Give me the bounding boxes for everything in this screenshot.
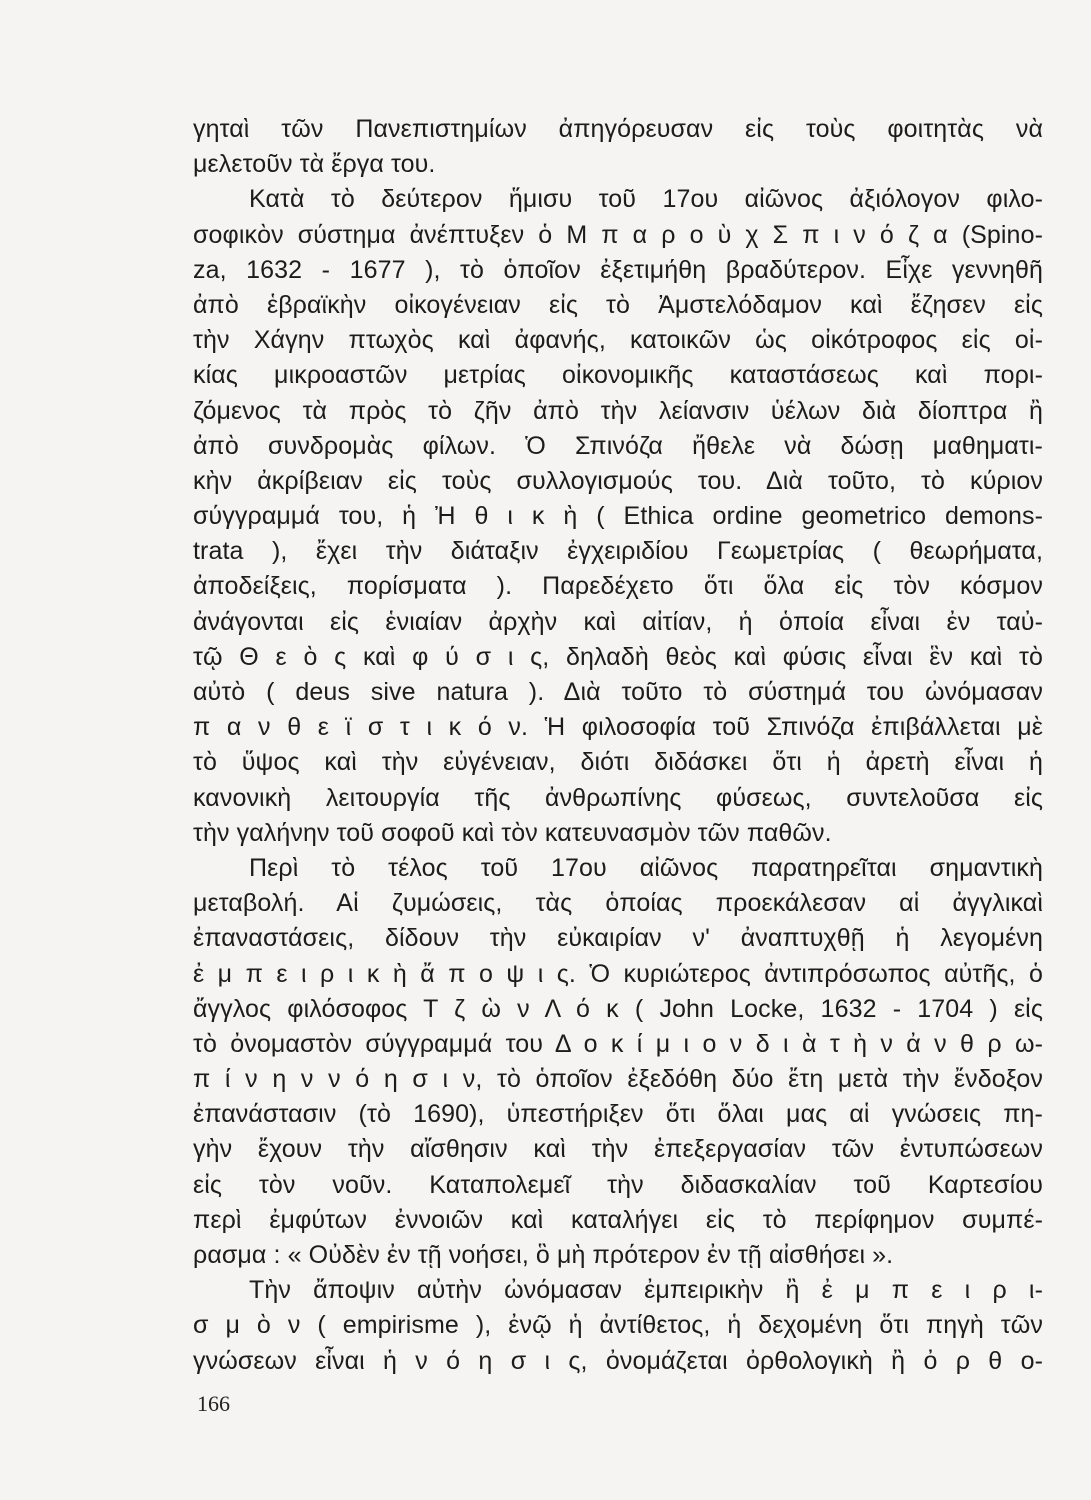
- text-line: τὴν γαλήνην τοῦ σοφοῦ καὶ τὸν κατευνασμὸν τῶν παθῶν.: [193, 818, 832, 847]
- text-line: μεταβολή. Αἱ ζυμώσεις, τὰς ὁποίας προεκάλεσαν αἱ ἀγγλικαὶ: [193, 889, 1043, 918]
- text-line: ἀνάγονται εἰς ἑνιαίαν ἀρχὴν καὶ αἰτίαν, ἡ ὁποία εἶναι ἐν ταὐ-: [193, 607, 1043, 636]
- text-line: τὸ ὕψος καὶ τὴν εὐγένειαν, διότι διδάσκει ὅτι ἡ ἀρετὴ εἶναι ἡ: [193, 748, 1043, 777]
- page-number: 166: [197, 1391, 230, 1416]
- text-line: τῷ Θ ε ὸ ς καὶ φ ύ σ ι ς, δηλαδὴ θεὸς καὶ φύσις εἶναι ἓν καὶ τὸ: [193, 642, 1043, 671]
- text-line: π ί ν η ν ν ό η σ ι ν, τὸ ὁποῖον ἐξεδόθη δύο ἔτη μετὰ τὴν ἔνδοξον: [193, 1065, 1043, 1094]
- text-line: μελετοῦν τὰ ἔργα του.: [193, 150, 436, 179]
- text-line: κὴν ἀκρίβειαν εἰς τοὺς συλλογισμούς του. Διὰ τοῦτο, τὸ κύριον: [193, 466, 1043, 495]
- text-line: ζόμενος τὰ πρὸς τὸ ζῆν ἀπὸ τὴν λείανσιν ὑέλων διὰ δίοπτρα ἢ: [193, 396, 1043, 425]
- text-line: za, 1632 - 1677 ), τὸ ὁποῖον ἐξετιμήθη βραδύτερον. Εἶχε γεννηθῆ: [193, 255, 1043, 284]
- text-line: ἄγγλος φιλόσοφος Τ ζ ὼ ν Λ ό κ ( John Locke, 1632 - 1704 ) εἰς: [193, 994, 1043, 1023]
- text-line: ρασμα : « Οὐδὲν ἐν τῇ νοήσει, ὃ μὴ πρότερον ἐν τῇ αἰσθήσει ».: [193, 1241, 894, 1269]
- text-line: ἐπαναστάσεις, δίδουν τὴν εὐκαιρίαν ν' ἀναπτυχθῇ ἡ λεγομένη: [193, 924, 1043, 953]
- text-line: trata ), ἔχει τὴν διάταξιν ἐγχειριδίου Γεωμετρίας ( θεωρήματα,: [193, 537, 1043, 566]
- text-line: κανονικὴ λειτουργία τῆς ἀνθρωπίνης φύσεως, συντελοῦσα εἰς: [193, 783, 1043, 812]
- text-line: ἀποδείξεις, πορίσματα ). Παρεδέχετο ὅτι ὅλα εἰς τὸν κόσμον: [193, 572, 1043, 601]
- text-line: σ μ ὸ ν ( empirisme ), ἐνῷ ἡ ἀντίθετος, ἡ δεχομένη ὅτι πηγὴ τῶν: [193, 1311, 1043, 1340]
- text-line: ἐπανάστασιν (τὸ 1690), ὑπεστήριξεν ὅτι ὅλαι μας αἱ γνώσεις πη-: [193, 1100, 1043, 1129]
- text-line: σοφικὸν σύστημα ἀνέπτυξεν ὁ Μ π α ρ ο ὺ χ Σ π ι ν ό ζ α (Spino-: [193, 220, 1043, 249]
- text-line: ἀπὸ συνδρομὰς φίλων. Ὁ Σπινόζα ἤθελε νὰ δώσῃ μαθηματι-: [193, 431, 1043, 460]
- text-line: περὶ ἐμφύτων ἐννοιῶν καὶ καταλήγει εἰς τὸ περίφημον συμπέ-: [193, 1205, 1043, 1234]
- text-line: Κατὰ τὸ δεύτερον ἥμισυ τοῦ 17ου αἰῶνος ἀξιόλογον φιλο-: [249, 185, 1043, 214]
- text-line: γὴν ἔχουν τὴν αἴσθησιν καὶ τὴν ἐπεξεργασίαν τῶν ἐντυπώσεων: [193, 1135, 1043, 1164]
- text-line: τὴν Χάγην πτωχὸς καὶ ἀφανής, κατοικῶν ὡς οἰκότροφος εἰς οἰ-: [193, 326, 1043, 355]
- text-line: γνώσεων εἶναι ἡ ν ό η σ ι ς, ὀνομάζεται ὀρθολογικὴ ἢ ὀ ρ θ ο-: [193, 1346, 1043, 1375]
- text-line: ἀπὸ ἑβραϊκὴν οἰκογένειαν εἰς τὸ Ἀμστελόδαμον καὶ ἔζησεν εἰς: [193, 290, 1043, 319]
- text-line: κίας μικροαστῶν μετρίας οἰκονομικῆς καταστάσεως καὶ πορι-: [193, 361, 1043, 390]
- text-line: π α ν θ ε ϊ σ τ ι κ ό ν. Ἡ φιλοσοφία τοῦ Σπινόζα ἐπιβάλλεται μὲ: [193, 713, 1043, 742]
- text-line: Τὴν ἄποψιν αὐτὴν ὠνόμασαν ἐμπειρικὴν ἢ ἐ μ π ε ι ρ ι-: [249, 1276, 1043, 1305]
- text-line: γηταὶ τῶν Πανεπιστημίων ἀπηγόρευσαν εἰς τοὺς φοιτητὰς νὰ: [193, 115, 1043, 143]
- text-line: Περὶ τὸ τέλος τοῦ 17ου αἰῶνος παρατηρεῖται σημαντικὴ: [249, 853, 1043, 882]
- text-line: ἐ μ π ε ι ρ ι κ ὴ ἄ π ο ψ ι ς. Ὁ κυριώτερος ἀντιπρόσωπος αὐτῆς, ὁ: [193, 959, 1043, 988]
- text-line: σύγγραμμά του, ἡ Ἠ θ ι κ ὴ ( Ethica ordine geometrico demons-: [193, 502, 1043, 531]
- text-line: τὸ ὀνομαστὸν σύγγραμμά του Δ ο κ ί μ ι ο ν δ ι ὰ τ ὴ ν ἀ ν θ ρ ω-: [193, 1029, 1043, 1058]
- body-text: [193, 112, 1043, 1379]
- text-line: αὐτὸ ( deus sive natura ). Διὰ τοῦτο τὸ σύστημά του ὠνόμασαν: [193, 678, 1043, 706]
- text-line: εἰς τὸν νοῦν. Καταπολεμεῖ τὴν διδασκαλίαν τοῦ Καρτεσίου: [193, 1170, 1043, 1199]
